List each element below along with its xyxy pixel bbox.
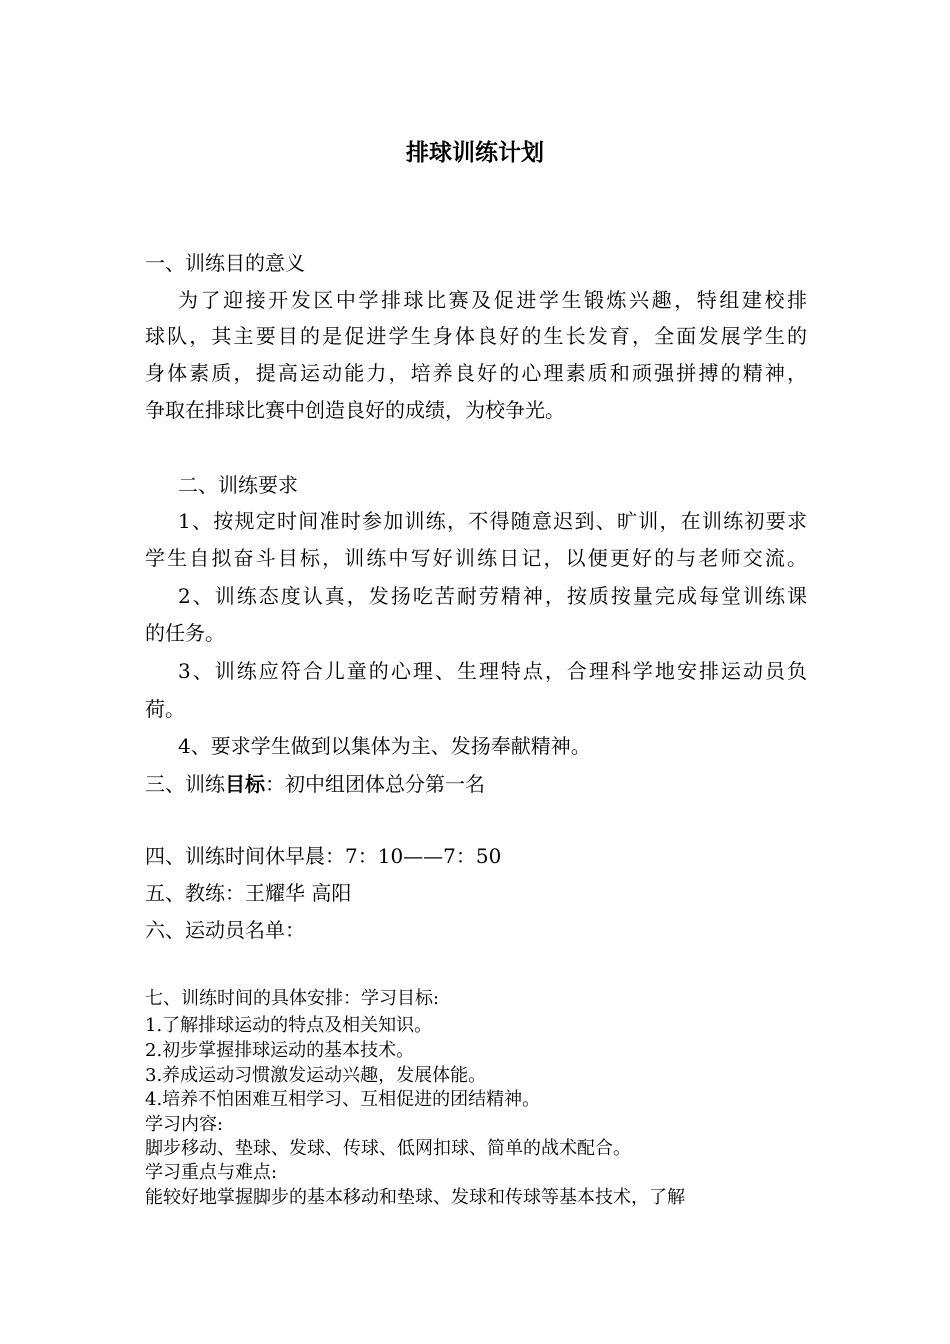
s7-line-7: 脚步移动、垫球、发球、传球、低网扣球、简单的战术配合。	[145, 1138, 631, 1159]
s7-line-9: 能较好地掌握脚步的基本移动和垫球、发球和传球等基本技术，了解	[145, 1187, 685, 1208]
section-6: 六、运动员名单：	[145, 918, 305, 942]
s2-line-5: 3、训练应符合儿童的心理、生理特点，合理科学地安排运动员负	[178, 659, 807, 683]
s2-line-6: 荷。	[145, 697, 185, 721]
page-title: 排球训练计划	[406, 140, 544, 166]
s3-bold: 目标	[225, 772, 265, 796]
s2-line-1: 1、按规定时间准时参加训练，不得随意迟到、旷训，在训练初要求	[178, 509, 807, 533]
s7-line-8: 学习重点与难点:	[145, 1162, 278, 1183]
s7-line-1: 七、训练时间的具体安排：学习目标:	[145, 988, 440, 1009]
s7-line-5: 4.培养不怕困难互相学习、互相促进的团结精神。	[145, 1089, 541, 1110]
s7-line-2: 1.了解排球运动的特点及相关知识。	[145, 1015, 433, 1036]
section-3	[145, 771, 485, 797]
s2-line-7: 4、要求学生做到以集体为主、发扬奉献精神。	[178, 734, 591, 758]
s2-line-2: 学生自拟奋斗目标，训练中写好训练日记，以便更好的与老师交流。	[145, 546, 807, 570]
s2-line-4: 的任务。	[145, 621, 225, 645]
s3-prefix: 三、训练	[145, 772, 225, 796]
s1-line-4: 争取在排球比赛中创造良好的成绩，为校争光。	[145, 398, 565, 422]
s3-rest: ：初中组团体总分第一名	[265, 772, 485, 796]
section-1-heading: 一、训练目的意义	[145, 251, 305, 275]
s7-line-4: 3.养成运动习惯激发运动兴趣，发展体能。	[145, 1065, 487, 1086]
s1-line-2: 球队，其主要目的是促进学生身体良好的生长发育，全面发展学生的	[145, 324, 807, 348]
s1-line-3: 身体素质，提高运动能力，培养良好的心理素质和顽强拼搏的精神，	[145, 361, 807, 385]
section-5: 五、教练：王耀华 高阳	[145, 881, 352, 905]
section-2-heading: 二、训练要求	[178, 473, 298, 497]
s2-line-3: 2、训练态度认真，发扬吃苦耐劳精神，按质按量完成每堂训练课	[178, 584, 807, 608]
section-4: 四、训练时间休早晨：7：10——7：50	[145, 844, 502, 868]
s7-line-6: 学习内容:	[145, 1114, 224, 1135]
s1-line-1: 为了迎接开发区中学排球比赛及促进学生锻炼兴趣，特组建校排	[178, 288, 807, 312]
s7-line-3: 2.初步掌握排球运动的基本技术。	[145, 1040, 415, 1061]
